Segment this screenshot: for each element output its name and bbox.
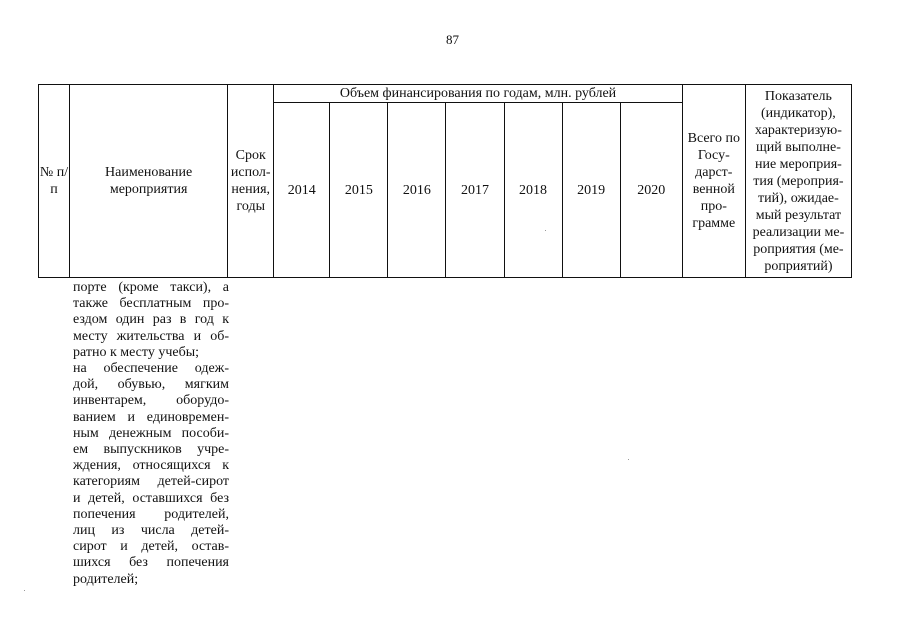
- text-line: родителей;: [73, 571, 139, 587]
- page-number: 87: [446, 32, 459, 47]
- col-year-header: 2017: [446, 103, 504, 278]
- text-line: ванием и единовремен-: [73, 409, 229, 425]
- col-number-header: № п/п: [39, 85, 70, 278]
- text-line: ем выпускников учре-: [73, 442, 229, 458]
- scan-speck: [628, 459, 629, 460]
- text-line: порте (кроме такси), а: [73, 280, 229, 295]
- col-funding-group-header: Объем финансирования по годам, млн. рублей: [274, 85, 683, 103]
- col-year-header: 2020: [620, 103, 682, 278]
- col-name-header: Наименование мероприятия: [70, 85, 228, 278]
- text-line: категориям детей-сирот: [73, 474, 229, 490]
- text-line: инвентарем, оборудо-: [73, 393, 229, 409]
- text-line: ратно к месту учебы;: [73, 344, 200, 360]
- col-year-header: 2016: [388, 103, 446, 278]
- col-term-header: Срок испол-нения, годы: [228, 85, 274, 278]
- text-line: дой, обувью, мягким: [73, 377, 229, 393]
- col-year-header: 2015: [330, 103, 388, 278]
- text-line: сирот и детей, остав-: [73, 539, 229, 555]
- col-year-header: 2019: [562, 103, 620, 278]
- text-line: также бесплатным про-: [73, 296, 229, 312]
- text-line: шихся без попечения: [73, 555, 229, 571]
- text-line: попечения родителей,: [73, 506, 229, 522]
- col-year-header: 2018: [504, 103, 562, 278]
- text-line: месту жительства и об-: [73, 328, 229, 344]
- text-line: на обеспечение одеж-: [73, 361, 229, 377]
- scan-speck: [24, 590, 25, 591]
- text-line: ным денежным пособи-: [73, 425, 229, 441]
- col-indicator-header: Показатель (индикатор), характеризую-щий выполне-ние мероприя-тия (мероприя-тий), ожидае-мый результат реализации ме-роприятия (ме-роприятий): [745, 85, 851, 278]
- col-year-header: 2014: [274, 103, 330, 278]
- text-line: и детей, оставшихся без: [73, 490, 229, 506]
- header-table: [38, 84, 852, 278]
- text-line: лиц из числа детей-: [73, 523, 229, 539]
- text-line: ждения, относящихся к: [73, 458, 229, 474]
- text-line: ездом один раз в год к: [73, 312, 229, 328]
- measure-description: [73, 280, 229, 588]
- col-total-header: Всего по Госу-дарст-венной про-грамме: [682, 85, 745, 278]
- scan-speck: [545, 230, 546, 231]
